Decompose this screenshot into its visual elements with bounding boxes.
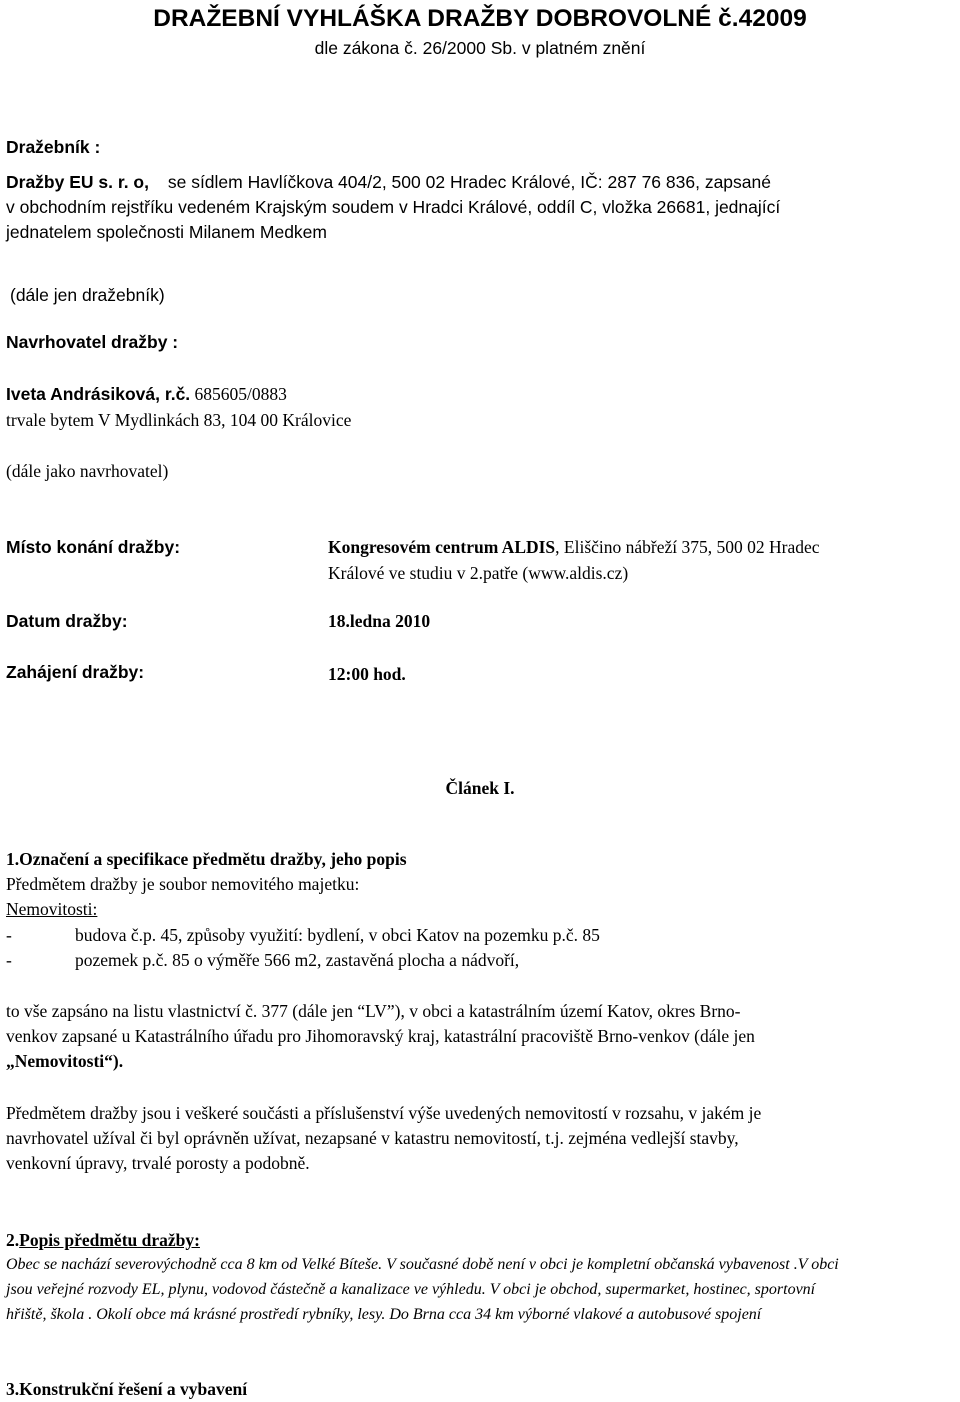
section2-title: Popis předmětu dražby: [19, 1230, 200, 1250]
auction-place-value [328, 535, 820, 559]
proposer-alias: (dále jako navrhovatel) [6, 461, 169, 481]
list-dash: - [6, 925, 12, 945]
auctioneer-name: Dražby EU s. r. o, [6, 172, 149, 192]
section2-number: 2. [6, 1230, 20, 1250]
auction-place-line2: Králové ve studiu v 2.patře (www.aldis.cz) [328, 563, 629, 583]
property-item-text: pozemek p.č. 85 o výměře 566 m2, zastavěná plocha a nádvoří, [75, 950, 520, 970]
registry-paragraph-line3: „Nemovitosti“). [6, 1051, 124, 1071]
accessories-paragraph-line1: Předmětem dražby jsou i veškeré součásti a příslušenství výše uvedených nemovitostí v rozsahu, v jakém je [6, 1103, 762, 1123]
list-dash: - [6, 950, 12, 970]
property-item [6, 948, 12, 972]
proposer-heading: Navrhovatel dražby : [6, 332, 179, 352]
auction-start-value: 12:00 hod. [328, 664, 406, 684]
auction-address: , Eliščino nábřeží 375, 500 02 Hradec [555, 537, 820, 557]
property-item-text: budova č.p. 45, způsoby využití: bydlení, v obci Katov na pozemku p.č. 85 [75, 925, 600, 945]
document-subtitle: dle zákona č. 26/2000 Sb. v platném znění [314, 38, 646, 58]
section2-line2: jsou veřejné rozvody EL, plynu, vodovod částečně a kanalizace ve výhledu. V obci je obchod, supermarket, hostinec, sportovní [6, 1281, 816, 1298]
auction-date-label: Datum dražby: [6, 611, 128, 631]
auctioneer-heading: Dražebník : [6, 137, 101, 157]
document-title: DRAŽEBNÍ VYHLÁŠKA DRAŽBY DOBROVOLNÉ č.42009 [153, 5, 807, 32]
auction-start-label: Zahájení dražby: [6, 662, 145, 682]
section2-heading [6, 1228, 200, 1252]
proposer-address: trvale bytem V Mydlinkách 83, 104 00 Královice [6, 410, 352, 430]
section2-line1: Obec se nachází severovýchodně cca 8 km od Velké Bíteše. V současné době není v obci je kompletní občanská vybavenost .V obci [6, 1256, 839, 1273]
auction-venue: Kongresovém centrum ALDIS [328, 537, 556, 557]
registry-paragraph-line1: to vše zapsáno na listu vlastnictví č. 377 (dále jen “LV”), v obci a katastrálním území Katov, okres Brno- [6, 1001, 741, 1021]
accessories-paragraph-line3: venkovní úpravy, trvalé porosty a podobně. [6, 1153, 310, 1173]
accessories-paragraph-line2: navrhovatel užíval či byl oprávněn užívat, nezapsané v katastru nemovitostí, t.j. zejména vedlejší stavby, [6, 1128, 739, 1148]
property-item [6, 923, 12, 947]
auction-date-value: 18.ledna 2010 [328, 611, 431, 631]
section1-properties-label: Nemovitosti: [6, 899, 98, 919]
auctioneer-alias: (dále jen dražebník) [10, 285, 165, 305]
proposer-birth-number: 685605/0883 [194, 384, 287, 404]
auctioneer-line1 [6, 170, 771, 194]
section1-intro: Předmětem dražby je soubor nemovitého majetku: [6, 874, 360, 894]
section2-line3: hřiště, škola . Okolí obce má krásné prostředí rybníky, lesy. Do Brna cca 34 km výborné vlakové a autobusové spojení [6, 1306, 762, 1323]
proposer-line1 [6, 382, 287, 406]
section3-heading: 3.Konstrukční řešení a vybavení [6, 1379, 248, 1399]
auctioneer-line1-rest: se sídlem Havlíčkova 404/2, 500 02 Hradec Králové, IČ: 287 76 836, zapsané [167, 172, 771, 192]
auction-place-label: Místo konání dražby: [6, 537, 181, 557]
proposer-name: Iveta Andrásiková, r.č. [6, 384, 191, 404]
article-heading: Článek I. [445, 778, 515, 798]
section1-heading: 1.Označení a specifikace předmětu dražby, jeho popis [6, 849, 407, 869]
registry-paragraph-line2: venkov zapsané u Katastrálního úřadu pro Jihomoravský kraj, katastrální pracoviště Brno-venkov (dále jen [6, 1026, 755, 1046]
auctioneer-line3: jednatelem společnosti Milanem Medkem [6, 222, 327, 242]
auctioneer-line2: v obchodním rejstříku vedeném Krajským soudem v Hradci Králové, oddíl C, vložka 26681, jednající [6, 197, 781, 217]
